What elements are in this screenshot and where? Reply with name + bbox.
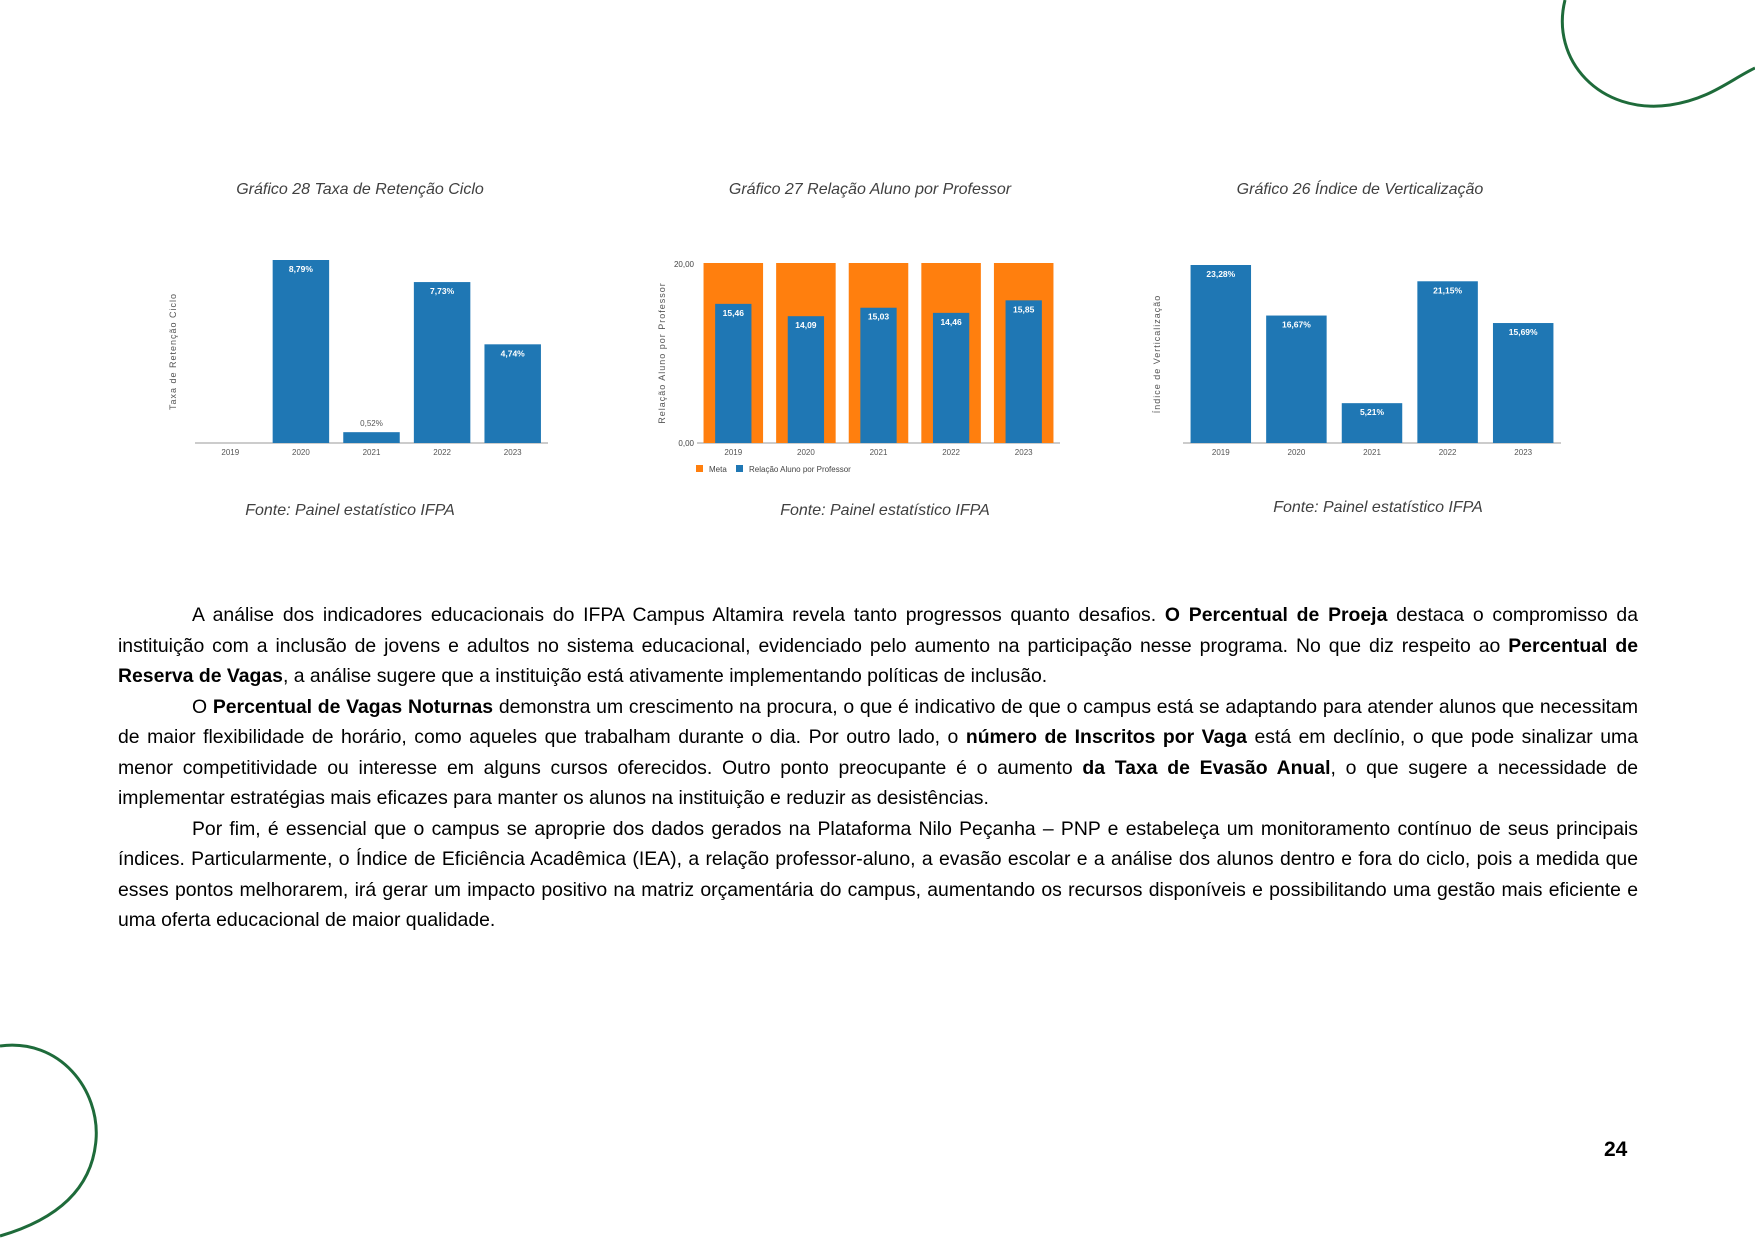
paragraph-3: [118, 814, 1638, 936]
ratio-bar: [933, 313, 969, 443]
bold-term: Percentual de Reserva de Vagas: [118, 634, 1638, 687]
chart-28-retention: [165, 250, 555, 465]
legend-label-meta: Meta: [709, 465, 727, 474]
x-tick-label: 2022: [433, 448, 451, 457]
legend-swatch-ratio: [736, 465, 743, 472]
ratio-bar: [1006, 300, 1042, 443]
bar-value-label: 21,15%: [1433, 285, 1463, 296]
bar: [414, 282, 470, 443]
bold-term: O Percentual de Proeja: [1164, 604, 1388, 626]
y-tick-label: 20,00: [673, 260, 694, 269]
legend-swatch-meta: [696, 465, 703, 472]
ratio-bar: [788, 316, 824, 443]
text-run: , o que sugere a necessidade de implementar estratégias mais eficazes para manter os alunos na instituição e reduzir as desistências.: [118, 756, 1639, 809]
x-tick-label: 2021: [362, 448, 381, 457]
text-run: O: [192, 695, 213, 718]
chart-28-caption: Gráfico 28 Taxa de Retenção Ciclo: [236, 181, 484, 198]
x-tick-label: 2023: [1014, 448, 1033, 457]
bar-value-label: 5,21%: [1359, 407, 1385, 418]
bar-value-label: 0,52%: [360, 419, 383, 429]
legend-label-ratio: Relação Aluno por Professor: [749, 465, 851, 474]
x-tick-label: 2020: [1287, 448, 1306, 457]
bar: [484, 344, 540, 443]
chart-26-svg: [1148, 250, 1568, 460]
bar: [1266, 316, 1326, 443]
y-axis-label: Taxa de Retenção Ciclo: [168, 292, 178, 411]
bar: [1191, 265, 1251, 443]
text-run: destaca o compromisso da instituição com a inclusão de jovens e adultos no sistema educacional, evidenciado pelo aumento na participação nesse programa. No que diz respeito ao: [118, 604, 1638, 657]
x-tick-label: 2019: [724, 448, 743, 457]
bar-value-label: 14,46: [940, 316, 962, 327]
x-tick-label: 2021: [1363, 448, 1381, 457]
bar-value-label: 8,79%: [288, 264, 313, 274]
ratio-bar: [715, 304, 751, 443]
x-tick-label: 2020: [292, 448, 310, 457]
chart-27-caption: Gráfico 27 Relação Aluno por Professor: [728, 181, 1012, 198]
bar-value-label: 15,46: [722, 307, 744, 318]
x-tick-label: 2020: [797, 448, 815, 457]
x-tick-label: 2022: [942, 448, 960, 457]
bar: [273, 260, 329, 443]
bottom-left-curve: [0, 1045, 96, 1236]
x-tick-label: 2021: [869, 448, 888, 457]
paragraph-2: [118, 692, 1638, 814]
y-axis-label: Relação Aluno por Professor: [657, 282, 667, 424]
bar-value-label: 4,74%: [500, 348, 525, 359]
bold-term: número de Inscritos por Vaga: [965, 726, 1247, 748]
page-number: 24: [1604, 1138, 1628, 1161]
chart-26-caption: Gráfico 26 Índice de Verticalização: [1236, 181, 1484, 198]
chart-28-source: Fonte: Painel estatístico IFPA: [245, 502, 455, 519]
paragraph-1: [118, 600, 1638, 692]
bar-value-label: 14,09: [795, 320, 817, 331]
text-run: Por fim, é essencial que o campus se aproprie dos dados gerados na Plataforma Nilo Peçanha – PNP e estabeleça um monitoramento contínuo de seus principais índices. Particularmente, o Índice de Eficiência Acadêmica (IEA), a relação professor-aluno, a evasão escolar e a análise dos alunos dentro e fora do ciclo, pois a medida que esses pontos melhorarem, irá gerar um impacto positivo na matriz orçamentária do campus, aumentando os recursos disponíveis e possibilitando uma gestão mais eficiente e uma oferta educacional de maior qualidade.: [118, 817, 1638, 931]
text-run: A análise dos indicadores educacionais do IFPA Campus Altamira revela tanto progressos quanto desafios.: [192, 604, 1165, 626]
ratio-bar: [860, 308, 896, 443]
x-tick-label: 2019: [221, 448, 240, 457]
chart-28-svg: [165, 250, 555, 460]
bar-value-label: 15,85: [1013, 304, 1035, 315]
bold-term: Percentual de Vagas Noturnas: [212, 695, 494, 718]
bar-value-label: 23,28%: [1206, 269, 1236, 279]
bar-value-label: 7,73%: [430, 286, 455, 297]
x-tick-label: 2023: [503, 448, 522, 457]
chart-26-source: Fonte: Painel estatístico IFPA: [1273, 499, 1483, 516]
bold-term: da Taxa de Evasão Anual: [1082, 756, 1331, 779]
text-run: , a análise sugere que a instituição está ativamente implementando políticas de inclusão.: [282, 665, 1048, 687]
chart-27-student-teacher: [655, 250, 1065, 490]
body-text: [118, 600, 1638, 936]
bar-value-label: 15,69%: [1508, 327, 1538, 338]
chart-27-svg: [655, 250, 1065, 485]
bar-value-label: 15,03: [867, 311, 890, 322]
top-right-curve: [1562, 0, 1755, 106]
bar: [1417, 281, 1477, 443]
bar: [343, 432, 399, 443]
bar-value-label: 16,67%: [1281, 319, 1311, 330]
y-tick-label: 0,00: [678, 439, 694, 448]
bar: [1493, 323, 1553, 443]
chart-26-verticalization: [1148, 250, 1568, 465]
y-axis-label: Índice de Verticalização: [1152, 294, 1162, 414]
x-tick-label: 2022: [1438, 448, 1457, 457]
x-tick-label: 2019: [1211, 448, 1230, 457]
text-run: está em declínio, o que pode sinalizar uma menor competitividade ou interesse em alguns cursos oferecidos. Outro ponto preocupante é o aumento: [118, 726, 1638, 779]
chart-27-source: Fonte: Painel estatístico IFPA: [780, 502, 990, 519]
text-run: demonstra um crescimento na procura, o que é indicativo de que o campus está se adaptando para atender alunos que necessitam de maior flexibilidade de horário, como aqueles que trabalham durante o dia. Por outro lado, o: [118, 695, 1638, 748]
x-tick-label: 2023: [1514, 448, 1533, 457]
